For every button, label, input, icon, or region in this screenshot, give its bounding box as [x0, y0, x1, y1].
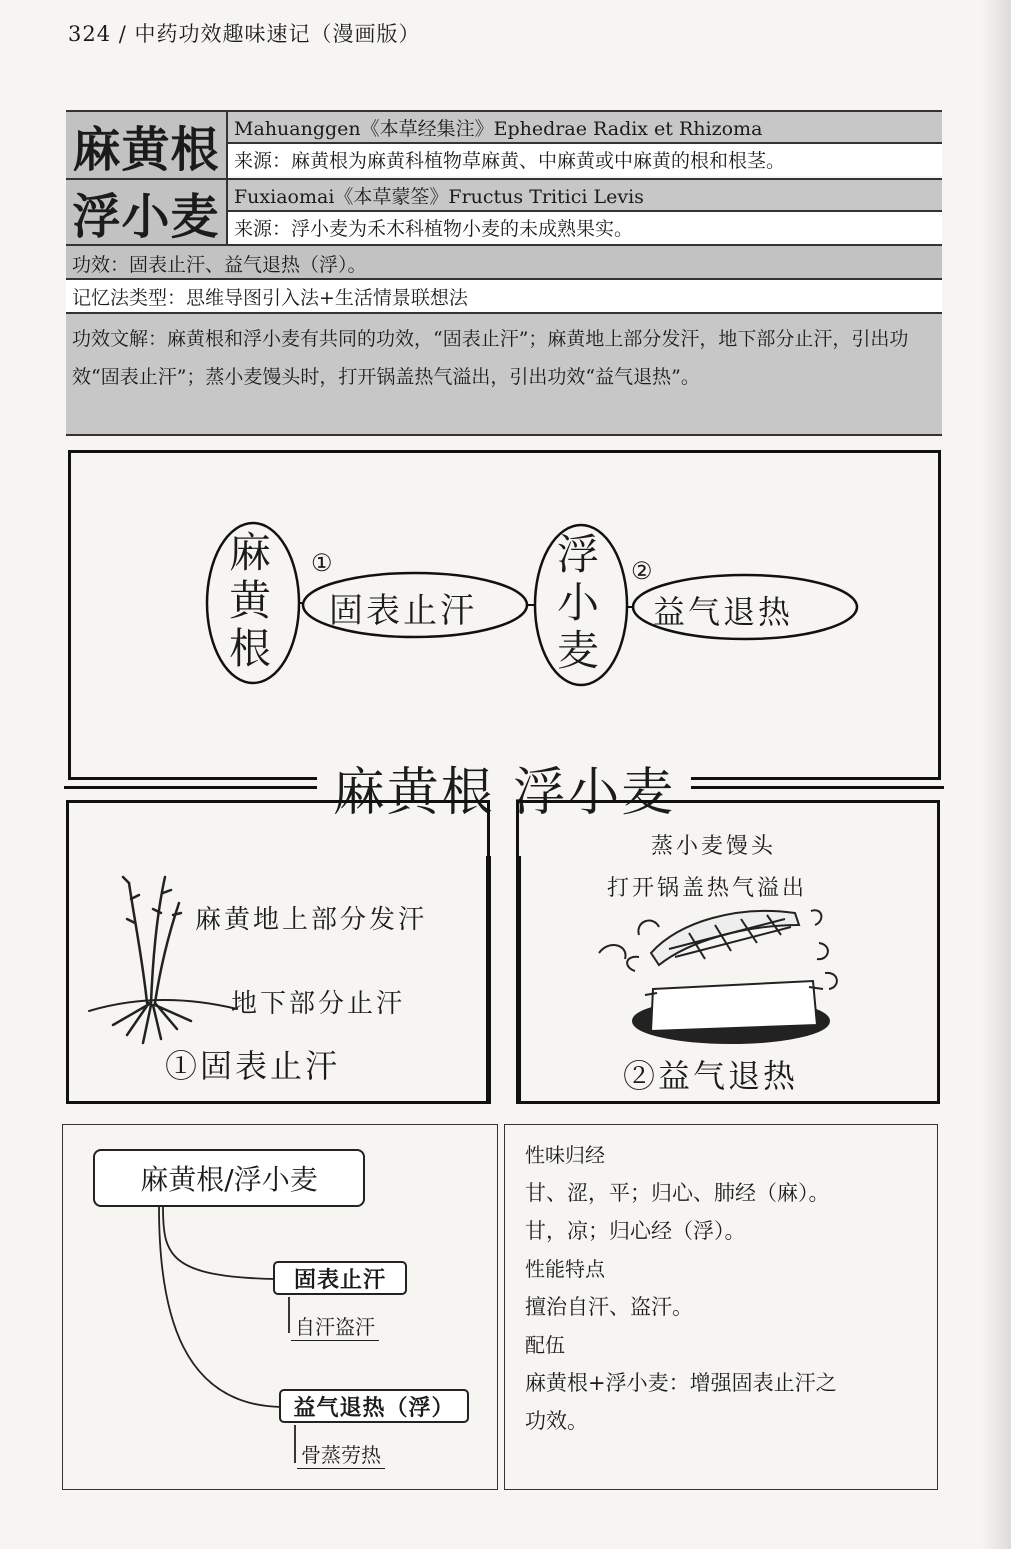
mindmap-leaf: 自汗盗汗 [291, 1311, 379, 1341]
mindmap-box [62, 1124, 498, 1490]
memory-type-row: 记忆法类型：思维导图引入法+生活情景联想法 [66, 280, 942, 312]
mindmap-branch: 益气退热（浮） [279, 1389, 469, 1423]
caption-effect2: ②益气退热 [623, 1057, 799, 1095]
page-header: 324 / 中药功效趣味速记（漫画版） [68, 22, 421, 46]
bubble-herb1: 麻 黄 根 [229, 528, 275, 673]
taste-line: 甘，凉；归心经（浮）。 [525, 1219, 746, 1243]
taste-heading: 性味归经 [525, 1143, 605, 1167]
info-table [66, 110, 942, 436]
steam-desc-text: 打开锅盖热气溢出 [607, 876, 808, 901]
mindmap-root: 麻黄根/浮小麦 [93, 1149, 365, 1207]
herb-latin: Fuxiaomai《本草蒙筌》Fructus Tritici Levis [228, 180, 942, 212]
steam-title-text: 蒸小麦馒头 [651, 834, 777, 859]
comic-title: 麻黄根 浮小麦 [317, 750, 692, 825]
herb-row-mahuanggen [66, 110, 942, 178]
comic-panel-left [66, 800, 490, 1104]
properties-box [504, 1124, 938, 1490]
number-1: ① [311, 549, 336, 577]
herb-source: 来源：麻黄根为麻黄科植物草麻黄、中麻黄或中麻黄的根和根茎。 [228, 144, 942, 176]
number-2: ② [631, 557, 656, 585]
combo-line: 麻黄根+浮小麦：增强固表止汗之 [525, 1371, 837, 1395]
combo-heading: 配伍 [525, 1333, 565, 1357]
page-edge-shadow [981, 0, 1011, 1549]
comic-panel-right [516, 800, 940, 1104]
explanation-row: 功效文解：麻黄根和浮小麦有共同的功效，“固表止汗”；麻黄地上部分发汗，地下部分止汗，引出功效“固表止汗”；蒸小麦馒头时，打开锅盖热气溢出，引出功效“益气退热”。 [66, 312, 942, 436]
plant-below-text: 地下部分止汗 [231, 989, 406, 1019]
feature-heading: 性能特点 [525, 1257, 605, 1281]
caption-effect1: ①固表止汗 [165, 1047, 341, 1085]
taste-line: 甘、涩，平；归心、肺经（麻）。 [525, 1181, 830, 1205]
feature-line: 擅治自汗、盗汗。 [525, 1295, 693, 1319]
herb-name: 麻黄根 [66, 112, 228, 178]
panel-divider-left [486, 856, 491, 1104]
bubble-effect1: 固表止汗 [329, 591, 477, 631]
herb-latin: Mahuanggen《本草经集注》Ephedrae Radix et Rhizoma [228, 112, 942, 144]
effect-row: 功效：固表止汗、益气退热（浮）。 [66, 244, 942, 280]
bubble-effect2: 益气退热 [653, 593, 794, 631]
plant-above-text: 麻黄地上部分发汗 [195, 905, 428, 935]
herb-source: 来源：浮小麦为禾木科植物小麦的未成熟果实。 [228, 212, 942, 244]
combo-line: 功效。 [525, 1409, 588, 1433]
bubble-herb2: 浮 小 麦 [557, 530, 603, 675]
comic-panel-top [68, 450, 941, 780]
mindmap-bubbles [71, 453, 938, 777]
herb-name: 浮小麦 [66, 180, 228, 244]
mindmap-leaf: 骨蒸劳热 [297, 1439, 385, 1469]
herb-row-fuxiaomai [66, 178, 942, 244]
mindmap-branch: 固表止汗 [273, 1261, 407, 1295]
